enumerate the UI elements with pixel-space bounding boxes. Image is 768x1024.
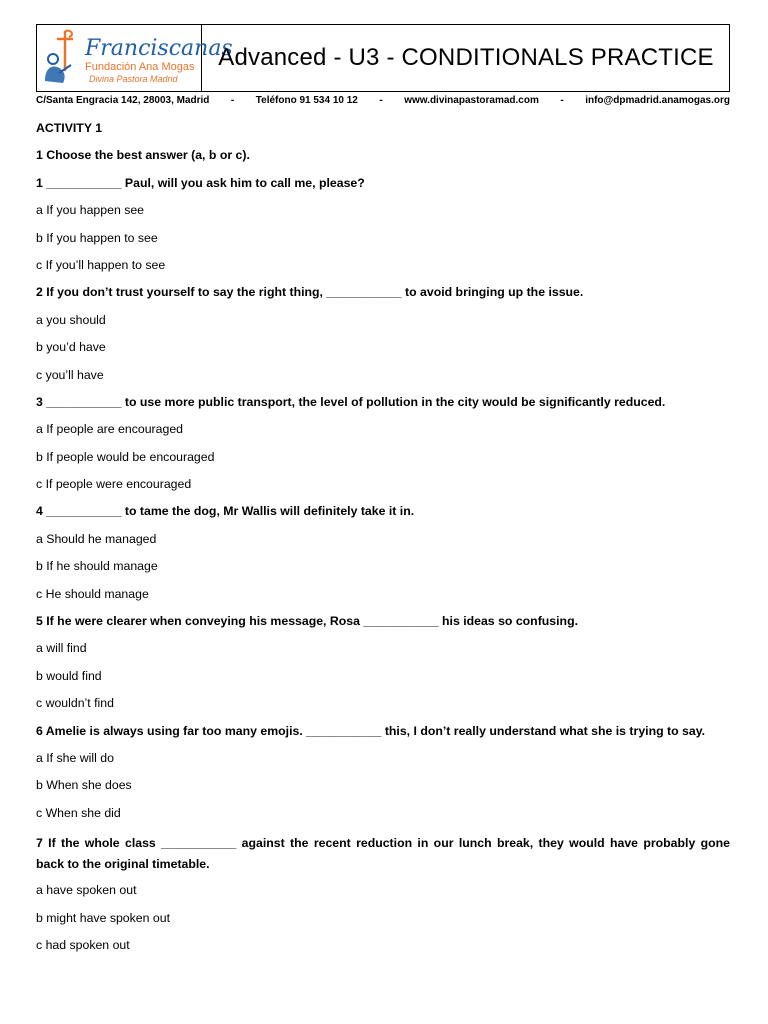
option-2a: a you should bbox=[36, 312, 106, 327]
activity-content bbox=[36, 119, 730, 963]
option-6b: b When she does bbox=[36, 778, 132, 793]
logo-subtitle-1: Fundación Ana Mogas bbox=[85, 61, 195, 73]
address-text: C/Santa Engracia 142, 28003, Madrid bbox=[36, 95, 210, 106]
option-3a: a If people are encouraged bbox=[36, 422, 183, 437]
option-5b: b would find bbox=[36, 668, 102, 683]
option-2b: b you’d have bbox=[36, 340, 106, 355]
option-7c: c had spoken out bbox=[36, 937, 130, 952]
option-3b: b If people would be encouraged bbox=[36, 449, 215, 464]
option-4b: b If he should manage bbox=[36, 559, 158, 574]
option-1a: a If you happen see bbox=[36, 203, 145, 218]
question-2: 2 If you don’t trust yourself to say the right thing, ___________ to avoid bringing up the issue. bbox=[36, 285, 584, 300]
option-4c: c He should manage bbox=[36, 586, 149, 601]
separator: - bbox=[379, 95, 383, 106]
option-6c: c When she did bbox=[36, 805, 121, 820]
option-1c: c If you’ll happen to see bbox=[36, 257, 166, 272]
separator: - bbox=[230, 95, 235, 106]
question-7-line-1: 7 If the whole class ___________ against the recent reduction in our lunch break, they would have probably gone bbox=[36, 836, 730, 851]
option-1b: b If you happen to see bbox=[36, 230, 158, 245]
document-header bbox=[36, 24, 730, 92]
contact-line bbox=[36, 95, 730, 106]
logo-subtitle-2: Divina Pastora Madrid bbox=[89, 74, 178, 84]
activity-title: ACTIVITY 1 bbox=[36, 121, 103, 135]
logo-name-text: Franciscanas bbox=[85, 36, 233, 61]
question-1: 1 ___________ Paul, will you ask him to call me, please? bbox=[36, 175, 365, 190]
separator: - bbox=[560, 95, 564, 106]
question-7-line-2: back to the original timetable. bbox=[36, 857, 210, 872]
question-4: 4 ___________ to tame the dog, Mr Wallis will definitely take it in. bbox=[36, 504, 415, 519]
email-link[interactable]: info@dpmadrid.anamogas.org bbox=[585, 95, 730, 106]
question-6: 6 Amelie is always using far too many emojis. ___________ this, I don’t really understand what she is trying to say. bbox=[36, 723, 706, 738]
option-2c: c you’ll have bbox=[36, 367, 104, 382]
franciscanas-logo bbox=[37, 25, 233, 91]
page-title: Advanced - U3 - CONDITIONALS PRACTICE bbox=[218, 44, 714, 71]
question-5: 5 If he were clearer when conveying his message, Rosa ___________ his ideas so confusing. bbox=[36, 614, 578, 629]
question-3: 3 ___________ to use more public transport, the level of pollution in the city would be significantly reduced. bbox=[36, 394, 666, 409]
phone-text: Teléfono 91 534 10 12 bbox=[255, 95, 358, 106]
website-link[interactable]: www.divinapastoramad.com bbox=[404, 95, 539, 106]
option-5a: a will find bbox=[36, 641, 87, 656]
option-6a: a If she will do bbox=[36, 750, 114, 765]
option-5c: c wouldn’t find bbox=[36, 696, 114, 711]
option-7a: a have spoken out bbox=[36, 883, 137, 898]
option-3c: c If people were encouraged bbox=[36, 477, 192, 492]
option-4a: a Should he managed bbox=[36, 531, 157, 546]
option-7b: b might have spoken out bbox=[36, 910, 170, 925]
logo-cell bbox=[37, 25, 233, 91]
instruction-text: 1 Choose the best answer (a, b or c). bbox=[36, 148, 250, 163]
